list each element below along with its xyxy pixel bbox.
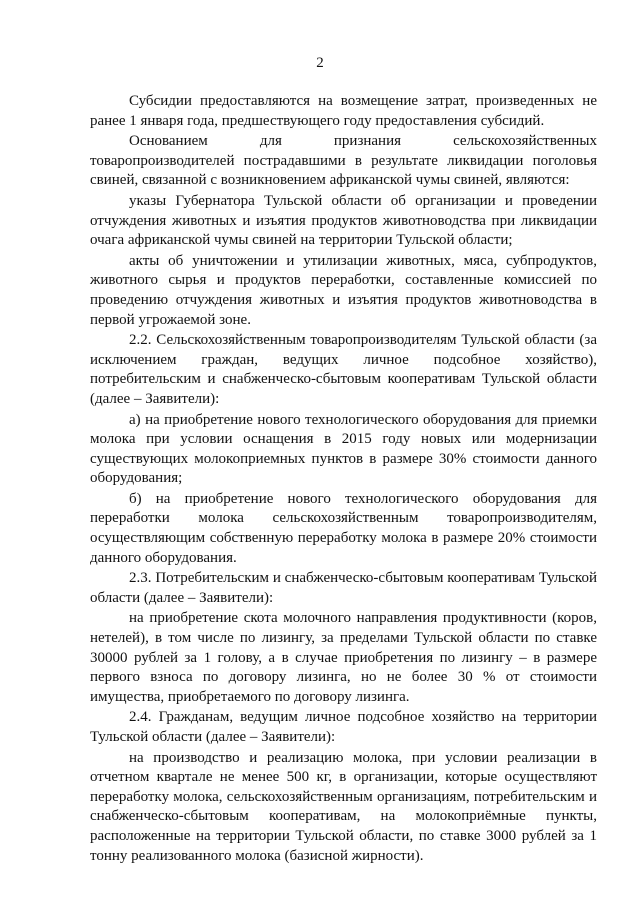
paragraph-subsidy-period: Субсидии предоставляются на возмещение затрат, произведенных не ранее 1 января года, предшествующего году предоставления субсидий. — [90, 93, 597, 129]
paragraph-livestock-purchase: на приобретение скота молочного направления продуктивности (коров, нетелей), в том числе по лизингу, за пределами Тульской области по ставке 30000 рублей за 1 голову, а в случае приобретения по лизингу – в размере первого взноса по договору лизинга, но не более 30 % от стоимости имущества, приобретаемого по договору лизинга. — [90, 610, 597, 705]
paragraph-destruction-acts: акты об уничтожении и утилизации животных, мяса, субпродуктов, животного сырья и продуктов переработки, составленные комиссией по проведению отчуждения животных и изъятия продуктов животноводства в первой угрожаемой зоне. — [90, 252, 597, 328]
paragraph-milk-production: на производство и реализацию молока, при условии реализации в отчетном квартале не менее 500 кг, в организации, которые осуществляют переработку молока, сельскохозяйственным организациям, потребительским и снабженческо-сбытовым кооперативам, на молокоприёмные пункты, расположенные на территории Тульской области, по ставке 3000 рублей за 1 тонну реализованного молока (базисной жирности). — [90, 749, 597, 864]
paragraph-section-2-2: 2.2. Сельскохозяйственным товаропроизводителям Тульской области (за исключением граждан, ведущих личное подсобное хозяйство), потребительским и снабженческо-сбытовым кооперативам Тульской области (далее – Заявители): — [90, 332, 597, 407]
paragraph-item-a: а) на приобретение нового технологического оборудования для приемки молока при условии оснащения в 2015 году новых или модернизации существующих молокоприемных пунктов в размере 30% стоимости данного оборудования; — [90, 411, 597, 487]
paragraph-grounds: Основанием для признания сельскохозяйственных товаропроизводителей пострадавшими в результате ликвидации поголовья свиней, связанной с возникновением африканской чумы свиней, являются: — [90, 133, 597, 189]
paragraph-governor-decrees: указы Губернатора Тульской области об организации и проведении отчуждения животных и изъятия продуктов животноводства при ликвидации очага африканской чумы свиней на территории Тульской области; — [90, 192, 597, 249]
paragraph-section-2-4: 2.4. Гражданам, ведущим личное подсобное хозяйство на территории Тульской области (далее – Заявители): — [90, 709, 597, 745]
page-number: 2 — [316, 55, 324, 71]
paragraph-section-2-3: 2.3. Потребительским и снабженческо-сбытовым кооперативам Тульской области (далее – Заявители): — [90, 570, 597, 606]
paragraph-item-b: б) на приобретение нового технологического оборудования для переработки молока сельскохозяйственным товаропроизводителям, осуществляющим собственную переработку молока в размере 20% стоимости данного оборудования. — [90, 490, 597, 566]
document-body — [90, 92, 597, 866]
